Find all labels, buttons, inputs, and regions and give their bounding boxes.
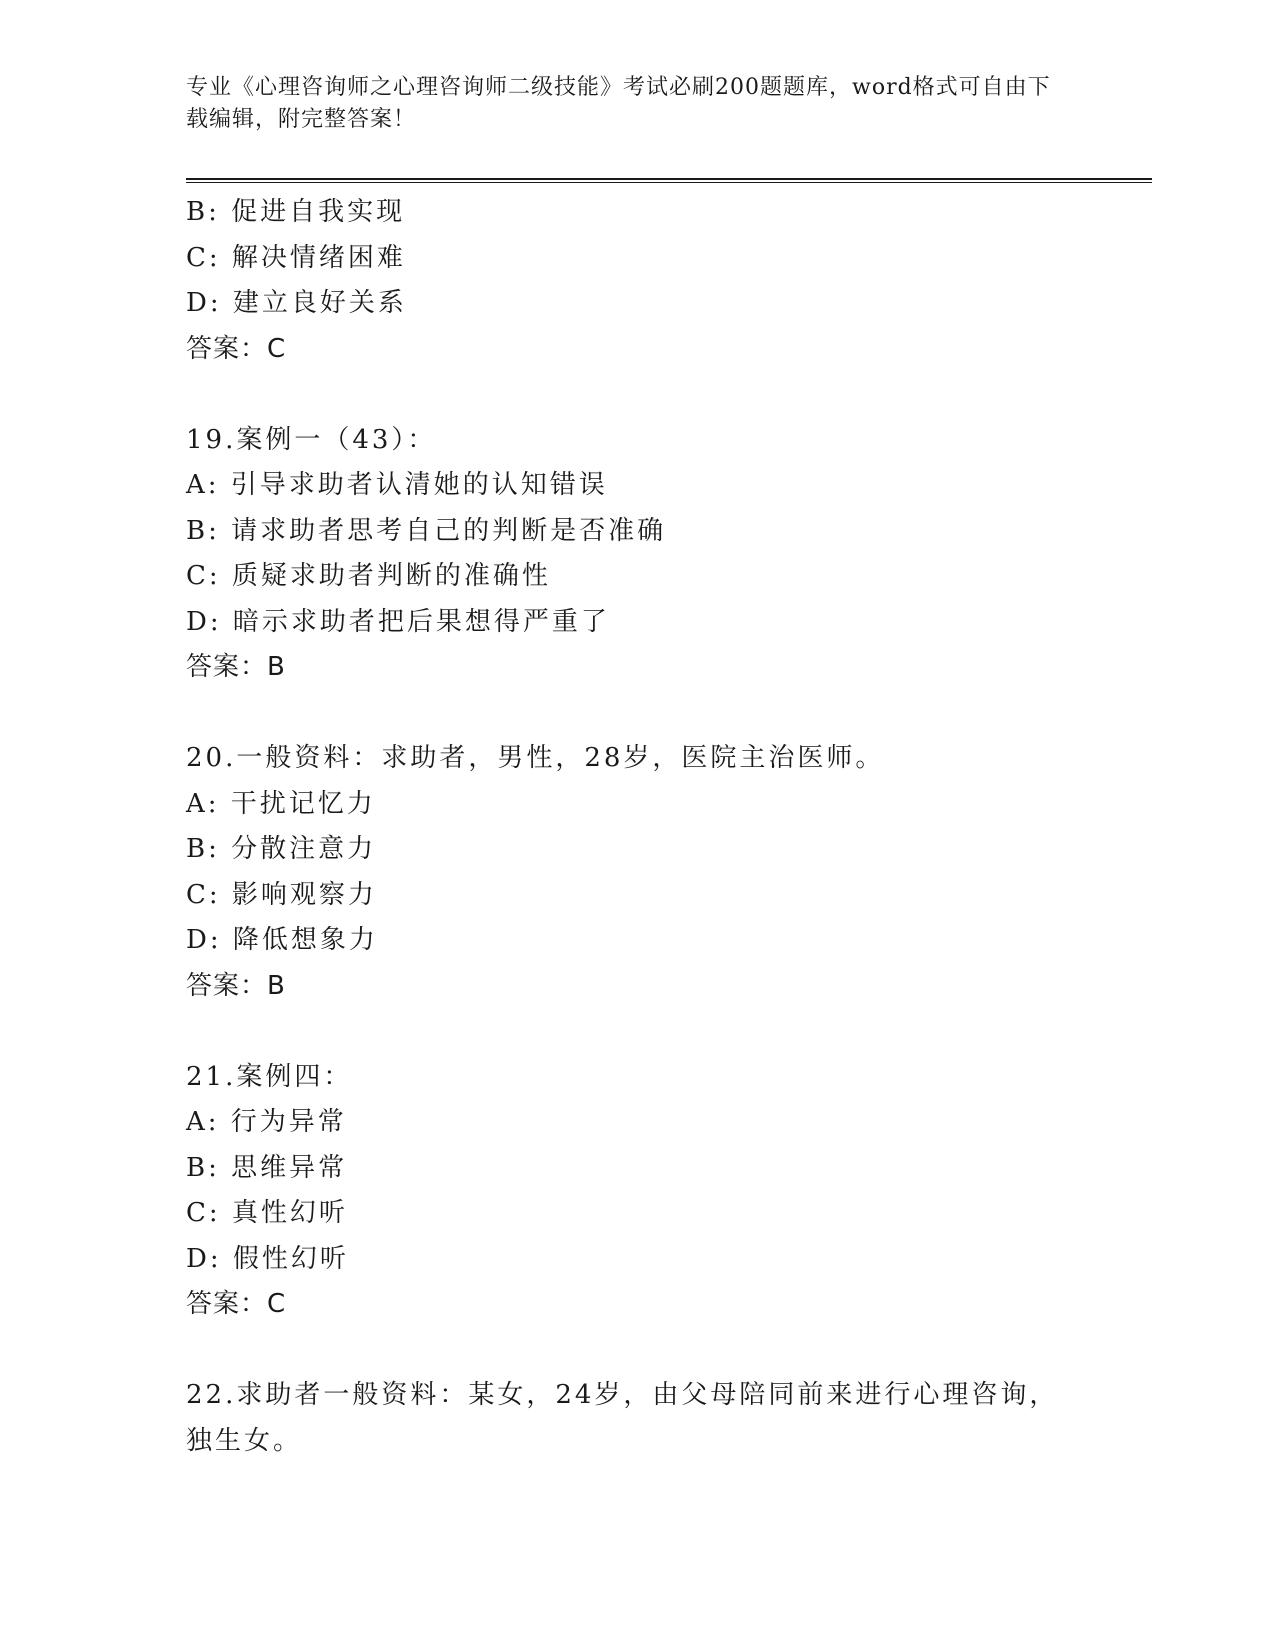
option-c: C: 真性幻听 bbox=[186, 1198, 348, 1228]
question-22 bbox=[186, 1373, 1152, 1464]
option-d: D: 假性幻听 bbox=[186, 1243, 349, 1274]
document-body bbox=[186, 190, 1152, 1464]
answer-line: 答案：C bbox=[186, 333, 287, 364]
option-b: B: 促进自我实现 bbox=[186, 197, 406, 227]
question-stem: 22.求助者一般资料：某女，24岁，由父母陪同前来进行心理咨询，独生女。 bbox=[186, 1380, 1059, 1456]
answer-line: 答案：C bbox=[186, 1289, 287, 1319]
question-20 bbox=[186, 736, 1152, 1009]
option-c: C: 质疑求助者判断的准确性 bbox=[186, 561, 551, 591]
spacer bbox=[186, 691, 1152, 737]
question-stem: 21.案例四： bbox=[186, 1061, 353, 1092]
header-divider bbox=[186, 178, 1152, 183]
question-19 bbox=[186, 418, 1152, 691]
option-d: D: 暗示求助者把后果想得严重了 bbox=[186, 606, 610, 637]
answer-line: 答案：B bbox=[186, 970, 286, 1001]
option-a: A: 干扰记忆力 bbox=[186, 788, 376, 819]
question-21 bbox=[186, 1055, 1152, 1328]
option-d: D: 建立良好关系 bbox=[186, 288, 407, 318]
question-stem: 20.一般资料：求助者，男性，28岁，医院主治医师。 bbox=[186, 743, 885, 773]
question-stem: 19.案例一（43）： bbox=[186, 424, 437, 455]
spacer bbox=[186, 1328, 1152, 1374]
option-b: B: 分散注意力 bbox=[186, 834, 377, 864]
document-header: 专业《心理咨询师之心理咨询师二级技能》考试必刷200题题库，word格式可自由下载编辑，附完整答案！ bbox=[186, 75, 1051, 132]
option-b: B: 思维异常 bbox=[186, 1152, 348, 1183]
spacer bbox=[186, 1009, 1152, 1055]
option-b: B: 请求助者思考自己的判断是否准确 bbox=[186, 515, 667, 546]
option-c: C: 解决情绪困难 bbox=[186, 242, 406, 273]
spacer bbox=[186, 372, 1152, 418]
option-a: A: 行为异常 bbox=[186, 1107, 347, 1137]
option-a: A: 引导求助者认清她的认知错误 bbox=[186, 470, 608, 500]
option-d: D: 降低想象力 bbox=[186, 925, 378, 955]
continued-question bbox=[186, 190, 1152, 372]
option-c: C: 影响观察力 bbox=[186, 879, 377, 910]
answer-line: 答案：B bbox=[186, 652, 286, 682]
